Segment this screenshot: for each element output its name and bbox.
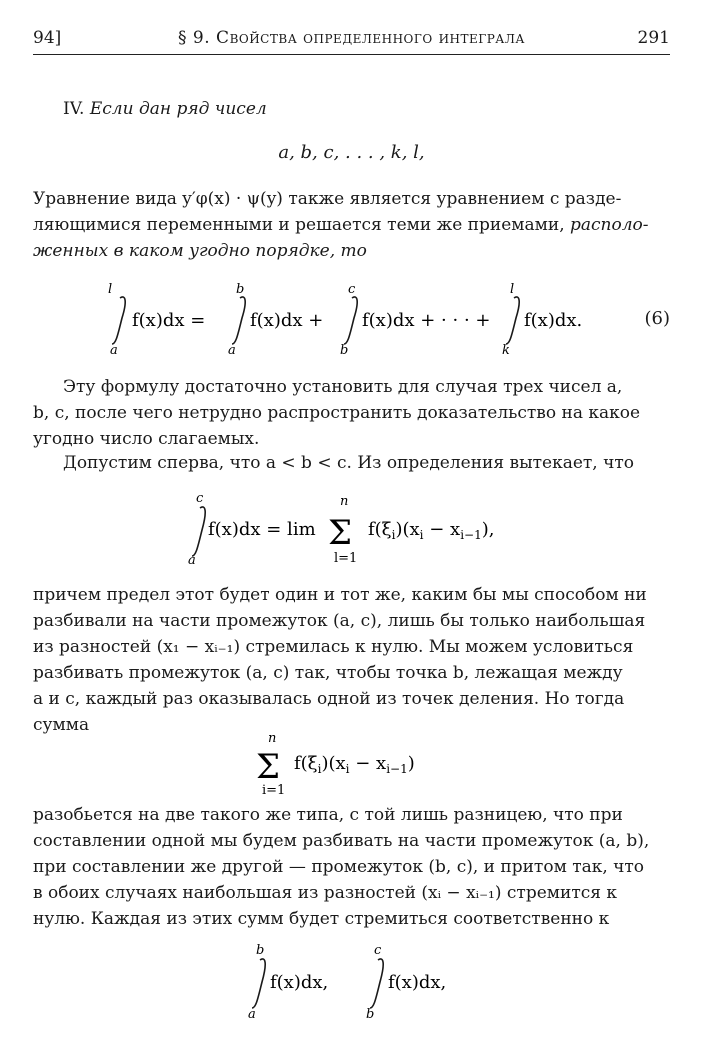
equation-6 (100, 278, 620, 362)
upper-limit: c (196, 491, 204, 506)
lower-limit: a (188, 553, 196, 568)
paragraph-limit-explanation (33, 582, 670, 738)
paragraph-equation-intro (33, 186, 670, 264)
sum-sign: Σ (328, 513, 353, 553)
text-line: Уравнение вида y′φ(x) · ψ(y) также является уравнением с разде- (33, 189, 622, 209)
sum-sign: Σ (256, 747, 281, 787)
text-line: из разностей (x₁ − xᵢ₋₁) стремилась к нулю. Мы можем условиться (33, 637, 634, 657)
integral-term (228, 282, 323, 358)
text-line: Эту формулу достаточно установить для случая трех чисел a, (63, 377, 623, 397)
integrand: f(x)dx + (250, 310, 324, 331)
text-line: разобьется на две такого же типа, с той лишь разницею, что при (33, 805, 623, 825)
sum-upper: n (268, 731, 277, 746)
lower-limit: a (228, 343, 236, 358)
integral-sign (252, 959, 265, 1008)
running-header (33, 28, 670, 54)
integrand: f(x)dx, (270, 972, 329, 993)
upper-limit: b (256, 943, 265, 958)
text-line: разбивать промежуток (a, c) так, чтобы точка b, лежащая между (33, 663, 623, 683)
integrand: f(x)dx, (388, 972, 447, 993)
text-line: разбивали на части промежуток (a, c), лишь бы только наибольшая (33, 611, 646, 631)
integrand: f(x)dx = (132, 310, 206, 331)
integrand: f(x)dx + · · · + (362, 310, 491, 331)
text-line: b, c, после чего нетрудно распространить доказательство на какое (33, 403, 641, 423)
text-line: в обоих случаях наибольшая из разностей (xᵢ − xᵢ₋₁) стремится к (33, 883, 618, 903)
integral-sign (370, 959, 383, 1008)
lower-limit: a (248, 1007, 256, 1022)
integral-sign (112, 297, 125, 344)
sum-body: $f(\xi_i)(x_i - x_{i-1})$ (294, 753, 415, 776)
text-line: угодно число слагаемых. (33, 429, 260, 449)
lower-limit: k (502, 343, 510, 358)
integral-sign (232, 297, 245, 344)
sum-upper: n (340, 494, 349, 509)
text-line: при составлении же другой — промежуток (b, c), и притом так, что (33, 857, 645, 877)
integral-sign (192, 507, 205, 556)
integral-term (108, 282, 205, 358)
paragraph-iv-text: Если дан ряд чисел (89, 99, 267, 119)
sum-lower: l=1 (334, 551, 358, 566)
number-sequence: a, b, c, . . . , k, l, (278, 142, 425, 163)
paragraph-formula-proof (33, 374, 670, 452)
text-line: составлении одной мы будем разбивать на части промежуток (a, b), (33, 831, 650, 851)
equation-sum (256, 730, 476, 800)
text-line: a и c, каждый раз оказывалась одной из точек деления. Но тогда (33, 689, 625, 709)
text-line: ляющимися переменными и решается теми же приемами, располо- (33, 215, 649, 235)
lower-limit: b (366, 1007, 375, 1022)
upper-limit: l (108, 282, 113, 297)
text-line: причем предел этот будет один и тот же, каким бы мы способом ни (33, 585, 647, 605)
upper-limit: c (374, 943, 382, 958)
upper-limit: c (348, 282, 356, 297)
page-number: 291 (637, 28, 670, 48)
upper-limit: l (510, 282, 515, 297)
integral-sign (344, 297, 357, 344)
text-line: сумма (33, 715, 90, 735)
equation-final-integrals (238, 940, 478, 1030)
equation-number: (6) (644, 308, 670, 329)
rhs-text: $f(\xi_i)(x_i - x_{i-1})$, (368, 519, 495, 542)
header-section-ref: 94] (33, 28, 62, 48)
header-title: § 9. Свойства определенного интеграла (178, 28, 525, 48)
sum-lower: i=1 (262, 783, 286, 798)
equation-limit (178, 490, 538, 574)
header-rule (33, 54, 670, 55)
paragraph-assumption (33, 450, 670, 476)
integral-term (340, 282, 490, 358)
lhs-text: f(x)dx = lim (208, 519, 316, 540)
lower-limit: b (340, 343, 349, 358)
text-line: Допустим сперва, что a < b < c. Из определения вытекает, что (63, 453, 634, 473)
lower-limit: a (110, 343, 118, 358)
upper-limit: b (236, 282, 245, 297)
text-line: нулю. Каждая из этих сумм будет стремиться соответственно к (33, 909, 610, 929)
integral-term (502, 282, 582, 358)
paragraph-iv (33, 96, 670, 122)
paragraph-sum-split (33, 802, 670, 932)
integral-sign (506, 297, 519, 344)
roman-numeral: IV. (63, 99, 85, 119)
integrand: f(x)dx. (524, 310, 583, 331)
text-line: женных в каком угодно порядке, то (33, 241, 367, 261)
